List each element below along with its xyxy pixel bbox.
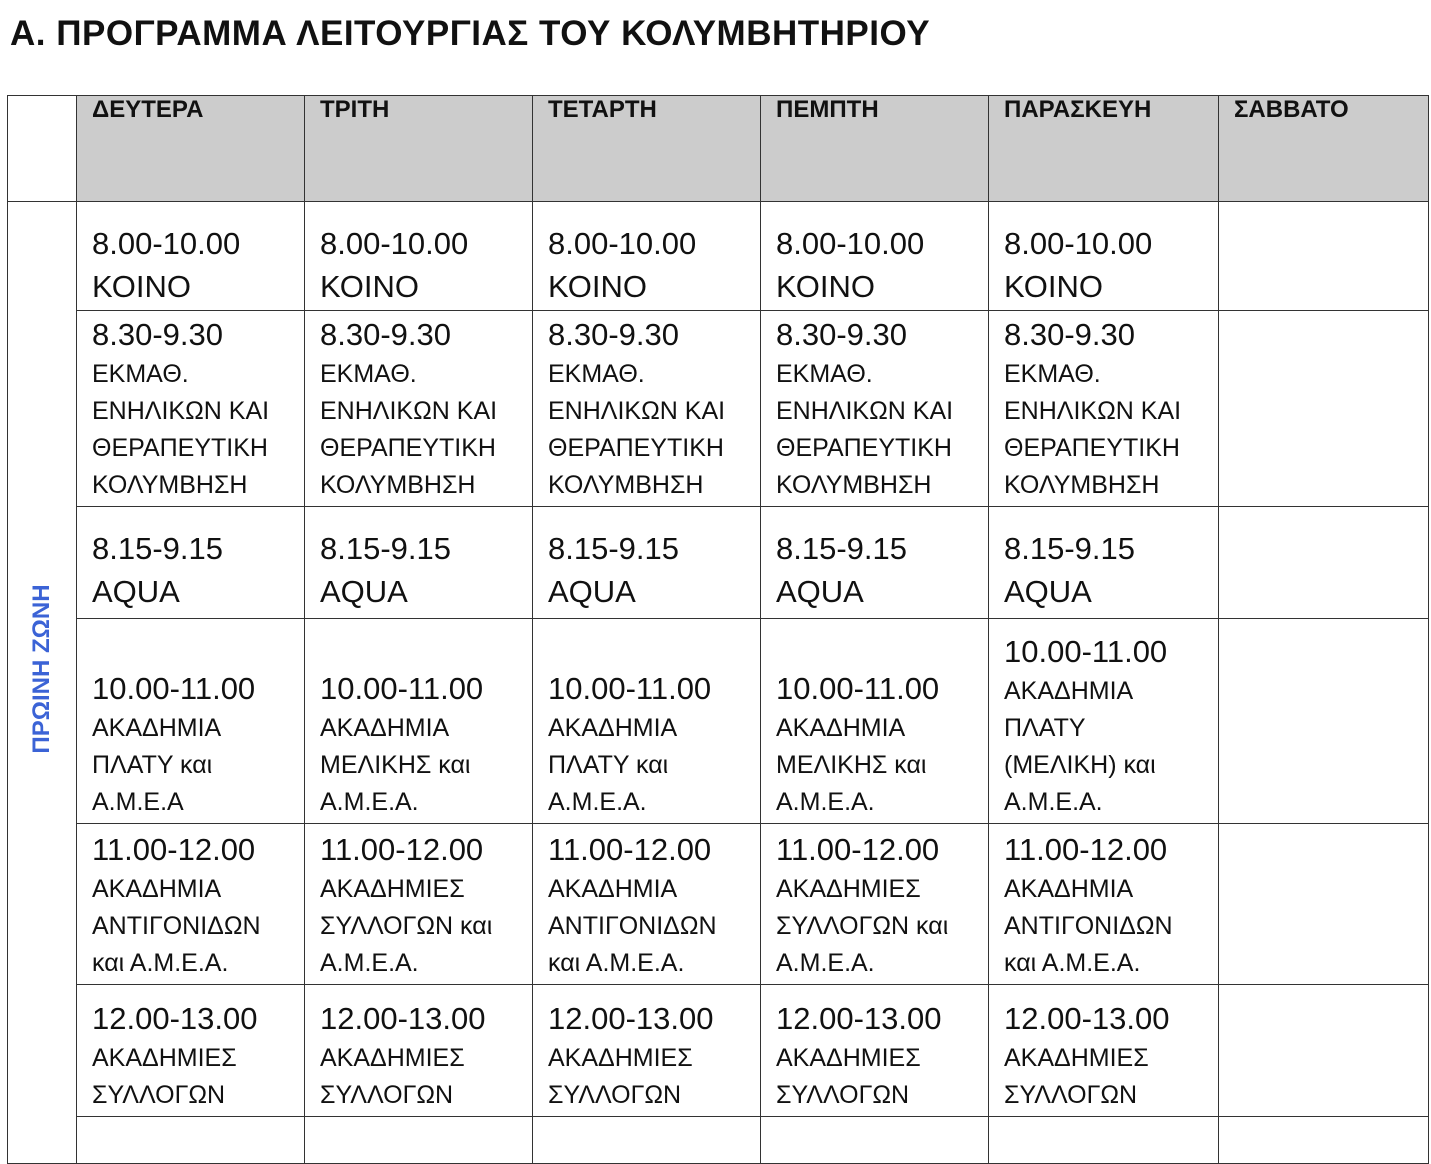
time-slot: 12.00-13.00 [776, 1001, 942, 1036]
schedule-cell [989, 311, 1219, 507]
day-header-friday [989, 96, 1219, 202]
empty-cell [1219, 311, 1429, 507]
schedule-cell [77, 824, 305, 985]
time-slot: 11.00-12.00 [320, 832, 484, 867]
activity-label: ΕΚΜΑΘ. ΕΝΗΛΙΚΩΝ ΚΑΙ ΘΕΡΑΠΕΥΤΙΚΗ ΚΟΛΥΜΒΗΣΗ [776, 360, 954, 499]
schedule-cell [533, 824, 761, 985]
time-slot: 10.00-11.00 [776, 671, 940, 706]
time-slot: 8.30-9.30 [1004, 317, 1135, 352]
time-slot: 8.30-9.30 [320, 317, 451, 352]
activity-label: ΑΚΑΔΗΜΙΕΣ ΣΥΛΛΟΓΩΝ και Α.Μ.Ε.Α. [776, 875, 949, 977]
time-slot: 8.30-9.30 [776, 317, 907, 352]
schedule-cell [989, 202, 1219, 311]
activity-label: ΚΟΙΝΟ [320, 269, 419, 304]
time-slot: 11.00-12.00 [92, 832, 256, 867]
day-label: ΤΕΤΑΡΤΗ [548, 96, 657, 123]
schedule-cell [305, 824, 533, 985]
day-header-wednesday [533, 96, 761, 202]
schedule-cell [77, 507, 305, 619]
table-row [8, 824, 1429, 985]
time-slot: 12.00-13.00 [548, 1001, 714, 1036]
activity-label: AQUA [1004, 574, 1092, 609]
zone-label: ΠΡΩΙΝΗ ΖΩΝΗ [28, 584, 55, 754]
activity-label: ΑΚΑΔΗΜΙΑ ΠΛΑΤΥ (ΜΕΛΙΚΗ) και Α.Μ.Ε.Α. [1004, 677, 1156, 816]
page-title: Α. ΠΡΟΓΡΑΜΜΑ ΛΕΙΤΟΥΡΓΙΑΣ ΤΟΥ ΚΟΛΥΜΒΗΤΗΡΙΟΥ [10, 14, 931, 53]
activity-label: ΕΚΜΑΘ. ΕΝΗΛΙΚΩΝ ΚΑΙ ΘΕΡΑΠΕΥΤΙΚΗ ΚΟΛΥΜΒΗΣΗ [1004, 360, 1182, 499]
schedule-cell [305, 985, 533, 1117]
empty-cell [1219, 824, 1429, 985]
day-label: ΣΑΒΒΑΤΟ [1234, 96, 1349, 123]
empty-cell [1219, 985, 1429, 1117]
activity-label: ΑΚΑΔΗΜΙΑ ΠΛΑΤΥ και Α.Μ.Ε.Α. [548, 714, 678, 816]
activity-label: ΑΚΑΔΗΜΙΑ ΑΝΤΙΓΟΝΙΔΩΝ και Α.Μ.Ε.Α. [548, 875, 717, 977]
schedule-cell [761, 619, 989, 824]
table-row [8, 311, 1429, 507]
activity-label: ΑΚΑΔΗΜΙΑ ΑΝΤΙΓΟΝΙΔΩΝ και Α.Μ.Ε.Α. [92, 875, 261, 977]
time-slot: 10.00-11.00 [92, 671, 256, 706]
table-row [8, 202, 1429, 311]
table-row [8, 619, 1429, 824]
zone-cell [8, 202, 77, 1164]
day-header-saturday [1219, 96, 1429, 202]
schedule-cell [305, 202, 533, 311]
schedule-cell [989, 507, 1219, 619]
time-slot: 11.00-12.00 [1004, 832, 1168, 867]
activity-label: ΑΚΑΔΗΜΙΕΣ ΣΥΛΛΟΓΩΝ [92, 1044, 237, 1109]
time-slot: 8.15-9.15 [548, 531, 679, 566]
day-label: ΠΕΜΠΤΗ [776, 96, 879, 123]
corner-cell [8, 96, 77, 202]
activity-label: ΚΟΙΝΟ [548, 269, 647, 304]
schedule-cell [305, 311, 533, 507]
schedule-cell [989, 619, 1219, 824]
schedule-cell [305, 619, 533, 824]
schedule-cell [761, 985, 989, 1117]
empty-cell [1219, 1117, 1429, 1164]
day-label: ΔΕΥΤΕΡΑ [92, 96, 204, 123]
table-row [8, 985, 1429, 1117]
time-slot: 8.30-9.30 [548, 317, 679, 352]
empty-cell [1219, 507, 1429, 619]
schedule-cell [761, 202, 989, 311]
activity-label: AQUA [92, 574, 180, 609]
day-header-tuesday [305, 96, 533, 202]
activity-label: ΕΚΜΑΘ. ΕΝΗΛΙΚΩΝ ΚΑΙ ΘΕΡΑΠΕΥΤΙΚΗ ΚΟΛΥΜΒΗΣΗ [548, 360, 726, 499]
empty-cell [761, 1117, 989, 1164]
time-slot: 8.30-9.30 [92, 317, 223, 352]
time-slot: 10.00-11.00 [320, 671, 484, 706]
time-slot: 8.00-10.00 [320, 226, 469, 261]
schedule-cell [77, 202, 305, 311]
table-row [8, 507, 1429, 619]
activity-label: ΚΟΙΝΟ [1004, 269, 1103, 304]
time-slot: 8.15-9.15 [776, 531, 907, 566]
empty-cell [533, 1117, 761, 1164]
schedule-cell [77, 619, 305, 824]
time-slot: 11.00-12.00 [776, 832, 940, 867]
schedule-cell [989, 824, 1219, 985]
activity-label: AQUA [776, 574, 864, 609]
schedule-cell [533, 985, 761, 1117]
activity-label: ΑΚΑΔΗΜΙΑ ΠΛΑΤΥ και Α.Μ.Ε.Α [92, 714, 222, 816]
schedule-cell [533, 507, 761, 619]
day-header-thursday [761, 96, 989, 202]
time-slot: 12.00-13.00 [320, 1001, 486, 1036]
activity-label: ΑΚΑΔΗΜΙΕΣ ΣΥΛΛΟΓΩΝ [1004, 1044, 1149, 1109]
time-slot: 8.15-9.15 [320, 531, 451, 566]
schedule-cell [77, 311, 305, 507]
activity-label: ΑΚΑΔΗΜΙΑ ΜΕΛΙΚΗΣ και Α.Μ.Ε.Α. [320, 714, 471, 816]
time-slot: 8.00-10.00 [92, 226, 241, 261]
time-slot: 10.00-11.00 [548, 671, 712, 706]
empty-cell [1219, 202, 1429, 311]
activity-label: ΑΚΑΔΗΜΙΕΣ ΣΥΛΛΟΓΩΝ [548, 1044, 693, 1109]
activity-label: ΑΚΑΔΗΜΙΕΣ ΣΥΛΛΟΓΩΝ και Α.Μ.Ε.Α. [320, 875, 493, 977]
activity-label: ΚΟΙΝΟ [776, 269, 875, 304]
activity-label: ΚΟΙΝΟ [92, 269, 191, 304]
activity-label: ΕΚΜΑΘ. ΕΝΗΛΙΚΩΝ ΚΑΙ ΘΕΡΑΠΕΥΤΙΚΗ ΚΟΛΥΜΒΗΣΗ [92, 360, 270, 499]
header-row [8, 96, 1429, 202]
time-slot: 12.00-13.00 [1004, 1001, 1170, 1036]
activity-label: ΕΚΜΑΘ. ΕΝΗΛΙΚΩΝ ΚΑΙ ΘΕΡΑΠΕΥΤΙΚΗ ΚΟΛΥΜΒΗΣΗ [320, 360, 498, 499]
time-slot: 12.00-13.00 [92, 1001, 258, 1036]
schedule-cell [761, 311, 989, 507]
activity-label: ΑΚΑΔΗΜΙΕΣ ΣΥΛΛΟΓΩΝ [776, 1044, 921, 1109]
empty-cell [989, 1117, 1219, 1164]
empty-cell [1219, 619, 1429, 824]
empty-cell [77, 1117, 305, 1164]
day-header-monday [77, 96, 305, 202]
schedule-cell [77, 985, 305, 1117]
day-label: ΠΑΡΑΣΚΕΥΗ [1004, 96, 1152, 123]
time-slot: 8.00-10.00 [1004, 226, 1153, 261]
activity-label: AQUA [548, 574, 636, 609]
activity-label: ΑΚΑΔΗΜΙΑ ΑΝΤΙΓΟΝΙΔΩΝ και Α.Μ.Ε.Α. [1004, 875, 1173, 977]
time-slot: 10.00-11.00 [1004, 634, 1168, 669]
schedule-cell [761, 824, 989, 985]
empty-cell [305, 1117, 533, 1164]
time-slot: 11.00-12.00 [548, 832, 712, 867]
table-row [8, 1117, 1429, 1164]
schedule-cell [533, 619, 761, 824]
day-label: ΤΡΙΤΗ [320, 96, 390, 123]
schedule-cell [761, 507, 989, 619]
activity-label: ΑΚΑΔΗΜΙΕΣ ΣΥΛΛΟΓΩΝ [320, 1044, 465, 1109]
schedule-cell [533, 202, 761, 311]
time-slot: 8.00-10.00 [776, 226, 925, 261]
time-slot: 8.15-9.15 [1004, 531, 1135, 566]
time-slot: 8.00-10.00 [548, 226, 697, 261]
schedule-cell [989, 985, 1219, 1117]
time-slot: 8.15-9.15 [92, 531, 223, 566]
activity-label: ΑΚΑΔΗΜΙΑ ΜΕΛΙΚΗΣ και Α.Μ.Ε.Α. [776, 714, 927, 816]
schedule-cell [305, 507, 533, 619]
activity-label: AQUA [320, 574, 408, 609]
schedule-table [7, 95, 1429, 1164]
schedule-cell [533, 311, 761, 507]
